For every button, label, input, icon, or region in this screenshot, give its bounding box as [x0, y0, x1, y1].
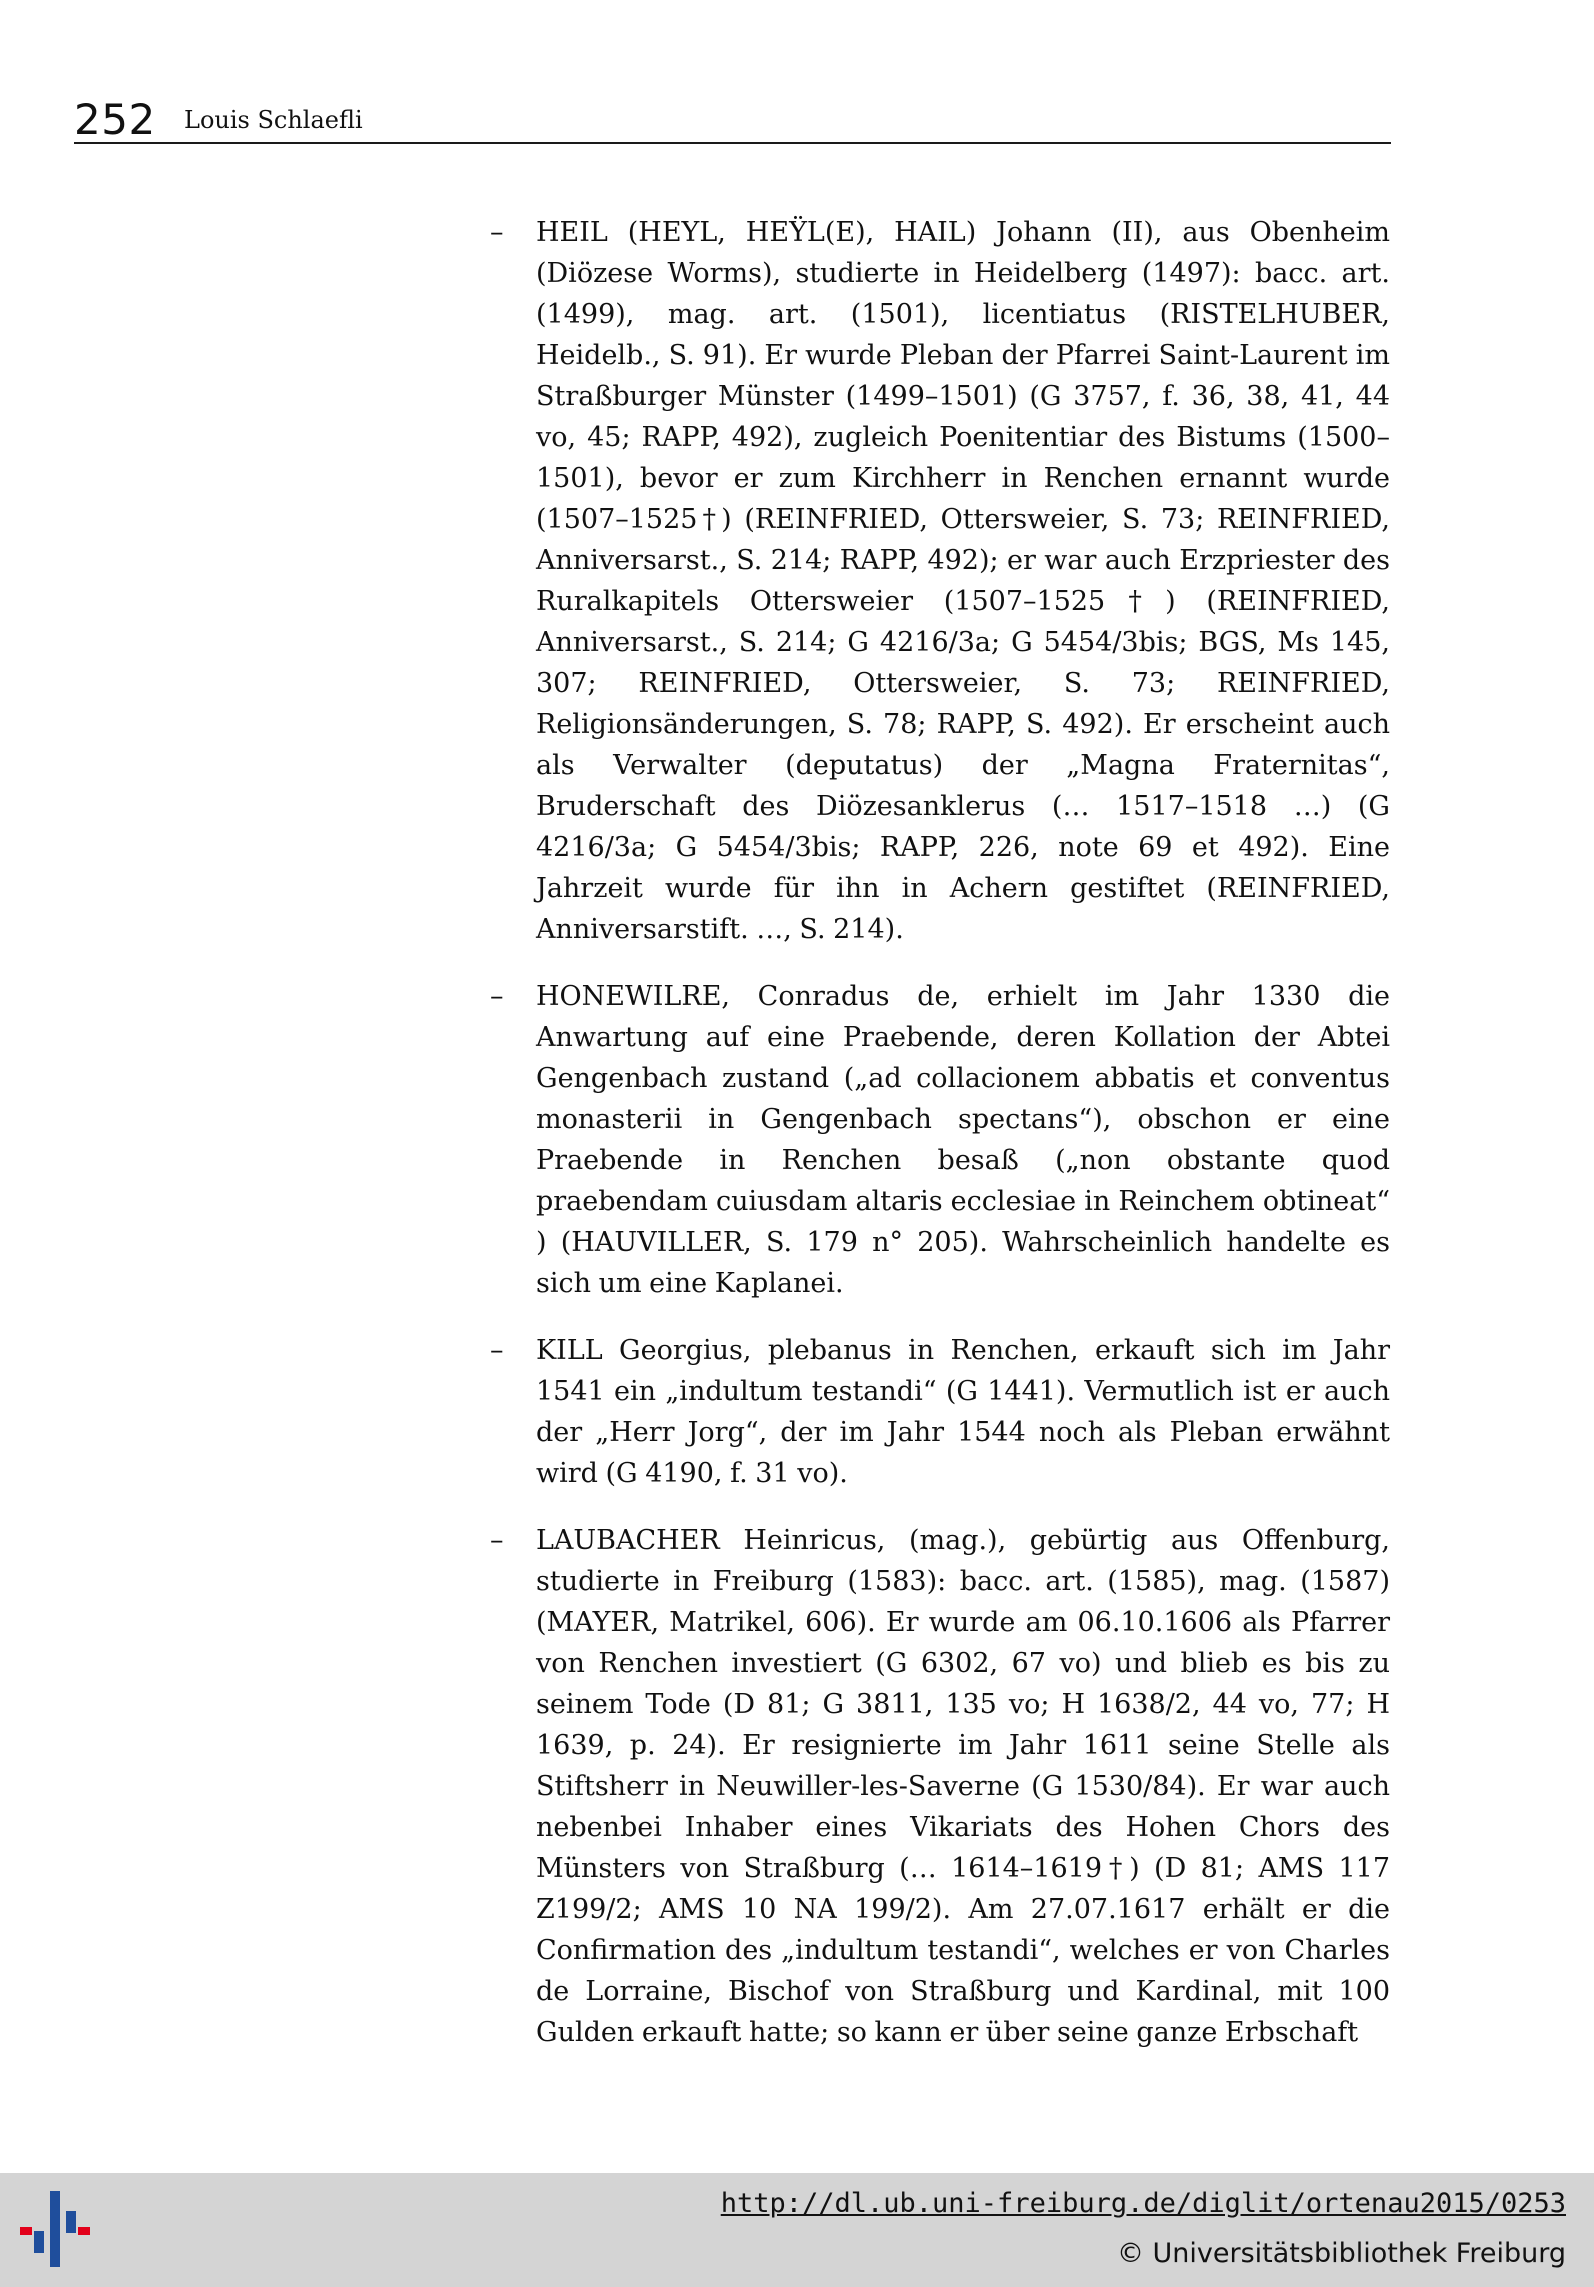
entry-heil: [490, 212, 1390, 950]
footer-bar: [0, 2173, 1594, 2287]
entry-laubacher: [490, 1520, 1390, 2053]
running-head: Louis Schlaefli: [184, 106, 363, 134]
entry-dash: –: [490, 1335, 504, 1366]
copyright-notice: © Universitätsbibliothek Freiburg: [1116, 2238, 1566, 2269]
entry-text: HEIL (HEYL, HEŸL(E), HAIL) Johann (II), aus Obenheim (Diözese Worms), studierte in Heidelberg (1497): bacc. art. (1499), mag. art. (1501), licentiatus (RISTELHUBER, Heidelb., S. 91). Er wurde Pleban der Pfarrei Saint-Laurent im Straßburger Münster (1499–1501) (G 3757, f. 36, 38, 41, 44 vo, 45; RAPP, 492), zugleich Poenitentiar des Bistums (1500–1501), bevor er zum Kirchherr in Renchen ernannt wurde (1507–1525†) (REINFRIED, Ottersweier, S. 73; REINFRIED, Anniversarst., S. 214; RAPP, 492); er war auch Erzpriester des Ruralkapitels Ottersweier (1507–1525†) (REINFRIED, Anniversarst., S. 214; G 4216/3a; G 5454/3bis; BGS, Ms 145, 307; REINFRIED, Ottersweier, S. 73; REINFRIED, Religionsänderungen, S. 78; RAPP, S. 492). Er erscheint auch als Verwalter (deputatus) der „Magna Fraternitas“, Bruderschaft des Diözesanklerus (… 1517–1518 …) (G 4216/3a; G 5454/3bis; RAPP, 226, note 69 et 492). Eine Jahrzeit wurde für ihn in Achern gestiftet (REINFRIED, Anniversarstift. …, S. 214).: [536, 217, 1390, 945]
entry-text: HONEWILRE, Conradus de, erhielt im Jahr 1330 die Anwartung auf eine Praebende, deren Kollation der Abtei Gengenbach zustand („ad collacionem abbatis et conventus monasterii in Gengenbach spectans“), obschon er eine Praebende in Renchen besaß („non obstante quod praebendam cuiusdam altaris ecclesiae in Reinchem obtineat“ ) (HAUVILLER, S. 179 n° 205). Wahrscheinlich handelte es sich um eine Kaplanei.: [536, 981, 1390, 1299]
entry-text: LAUBACHER Heinricus, (mag.), gebürtig aus Offenburg, studierte in Freiburg (1583): bacc. art. (1585), mag. (1587) (MAYER, Matrikel, 606). Er wurde am 06.10.1606 als Pfarrer von Renchen investiert (G 6302, 67 vo) und blieb es bis zu seinem Tode (D 81; G 3811, 135 vo; H 1638/2, 44 vo, 77; H 1639, p. 24). Er resignierte im Jahr 1611 seine Stelle als Stiftsherr in Neuwiller-les-Saverne (G 1530/84). Er war auch nebenbei Inhaber eines Vikariats des Hohen Chors des Münsters von Straßburg (… 1614–1619†) (D 81; AMS 117 Z199/2; AMS 10 NA 199/2). Am 27.07.1617 erhält er die Confirmation des „indultum testandi“, welches er von Charles de Lorraine, Bischof von Straßburg und Kardinal, mit 100 Gulden erkauft hatte; so kann er über seine ganze Erbschaft: [536, 1525, 1390, 2048]
source-url-link[interactable]: http://dl.ub.uni-freiburg.de/diglit/ortenau2015/0253: [720, 2188, 1566, 2219]
page-header: [74, 96, 1391, 144]
entry-dash: –: [490, 1525, 504, 1556]
entry-text: KILL Georgius, plebanus in Renchen, erkauft sich im Jahr 1541 ein „indultum testandi“ (G 1441). Vermutlich ist er auch der „Herr Jorg“, der im Jahr 1544 noch als Pleban erwähnt wird (G 4190, f. 31 vo).: [536, 1335, 1390, 1489]
entry-dash: –: [490, 981, 504, 1012]
entry-honewilre: [490, 976, 1390, 1304]
entries-list: [490, 212, 1390, 2079]
entry-dash: –: [490, 217, 504, 248]
ub-freiburg-logo-icon: [20, 2189, 100, 2269]
page-number: 252: [74, 95, 156, 144]
entry-kill: [490, 1330, 1390, 1494]
